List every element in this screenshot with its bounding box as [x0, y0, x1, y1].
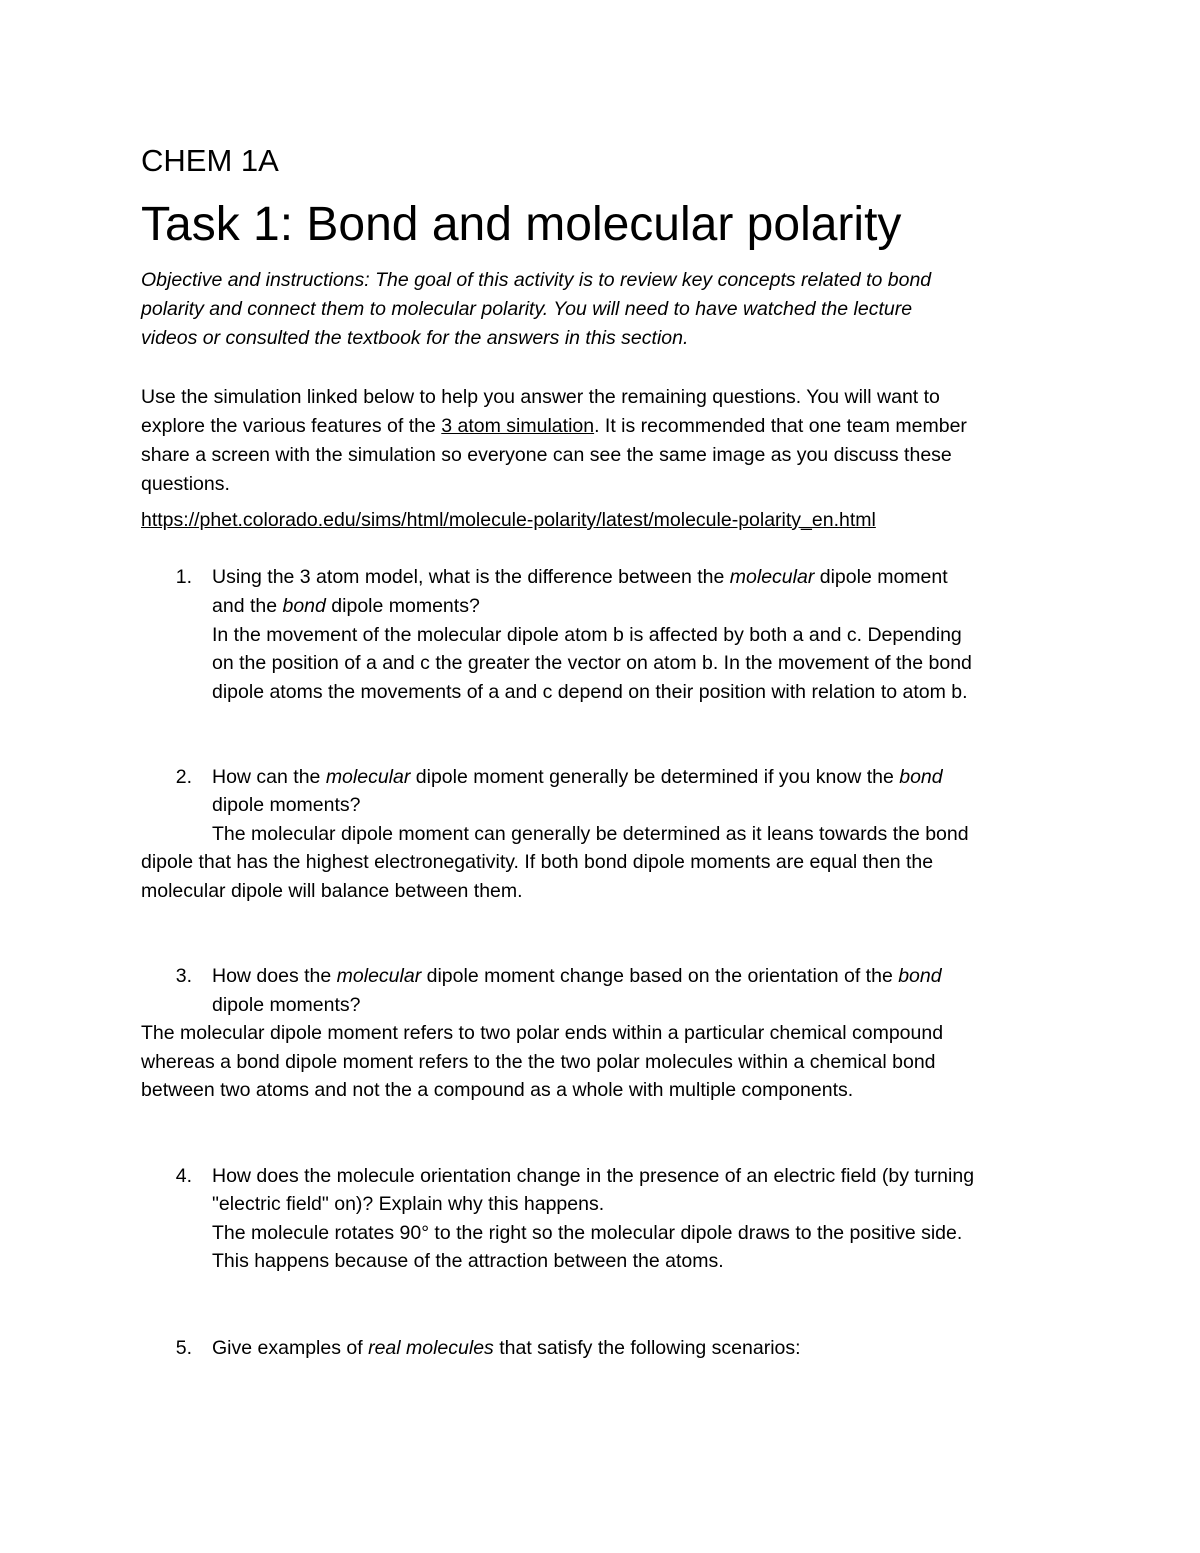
- question-3-line-1: [212, 962, 942, 991]
- phet-url-link[interactable]: https://phet.colorado.edu/sims/html/molecule-polarity/latest/molecule-polarity_en.html: [141, 509, 876, 531]
- q1-text-b: dipole moment: [814, 566, 948, 588]
- objective-line-3: videos or consulted the textbook for the answers in this section.: [141, 327, 689, 349]
- answer-3-line-2: whereas a bond dipole moment refers to the the two polar molecules within a chemical bond: [141, 1051, 936, 1073]
- answer-3-line-3: between two atoms and not the a compound as a whole with multiple components.: [141, 1079, 854, 1101]
- intro-line-2-end: . It is recommended that one team member: [594, 415, 967, 437]
- answer-1-line-2: on the position of a and c the greater the vector on atom b. In the movement of the bond: [212, 652, 972, 674]
- question-2-line-2: dipole moments?: [212, 794, 361, 816]
- question-4-line-2: "electric field" on)? Explain why this happens.: [212, 1193, 605, 1215]
- question-number-4: 4.: [175, 1165, 192, 1187]
- course-label: CHEM 1A: [141, 143, 279, 178]
- answer-2-line-1: The molecular dipole moment can generally be determined as it leans towards the bond: [212, 823, 969, 845]
- q1-text-c: and the: [212, 595, 283, 617]
- answer-2-line-3: molecular dipole will balance between them.: [141, 880, 523, 902]
- intro-line-4: questions.: [141, 473, 230, 495]
- q2-text-a: How can the: [212, 766, 326, 788]
- question-number-3: 3.: [175, 965, 192, 987]
- answer-4-line-1: The molecule rotates 90° to the right so the molecular dipole draws to the positive side.: [212, 1222, 963, 1244]
- intro-line-2-start: explore the various features of the: [141, 415, 442, 437]
- page-title: Task 1: Bond and molecular polarity: [141, 198, 902, 251]
- q3-text-b: dipole moment change based on the orientation of the: [421, 965, 899, 987]
- question-5-line-1: [212, 1334, 801, 1363]
- answer-3-line-1: The molecular dipole moment refers to two polar ends within a particular chemical compound: [141, 1022, 944, 1044]
- answer-1-line-3: dipole atoms the movements of a and c depend on their position with relation to atom b.: [212, 681, 968, 703]
- question-number-5: 5.: [175, 1337, 192, 1359]
- question-2-line-1: [212, 763, 943, 792]
- intro-line-1: Use the simulation linked below to help you answer the remaining questions. You will want to: [141, 386, 940, 408]
- q1-text-a: Using the 3 atom model, what is the difference between the: [212, 566, 730, 588]
- question-1-line-2: [212, 592, 480, 621]
- intro-line-3: share a screen with the simulation so everyone can see the same image as you discuss these: [141, 444, 952, 466]
- q1-text-d: dipole moments?: [325, 595, 480, 617]
- question-number-2: 2.: [175, 766, 192, 788]
- question-3-line-2: dipole moments?: [212, 994, 361, 1016]
- q1-emphasis-molecular: molecular: [729, 566, 815, 588]
- answer-1-line-1: In the movement of the molecular dipole atom b is affected by both a and c. Depending: [212, 624, 962, 646]
- q2-emphasis-molecular: molecular: [325, 766, 411, 788]
- q3-emphasis-bond: bond: [898, 965, 942, 987]
- q2-text-b: dipole moment generally be determined if you know the: [410, 766, 900, 788]
- answer-4-line-2: This happens because of the attraction between the atoms.: [212, 1250, 724, 1272]
- q1-emphasis-bond: bond: [282, 595, 326, 617]
- simulation-link[interactable]: 3 atom simulation: [441, 415, 595, 437]
- question-1-line-1: [212, 563, 948, 592]
- q2-emphasis-bond: bond: [899, 766, 943, 788]
- question-number-1: 1.: [175, 566, 192, 588]
- q3-text-a: How does the: [212, 965, 337, 987]
- q5-text-b: that satisfy the following scenarios:: [493, 1337, 801, 1359]
- intro-line-2: [141, 412, 967, 441]
- question-4-line-1: How does the molecule orientation change in the presence of an electric field (by turning: [212, 1165, 975, 1187]
- q5-emphasis-real-molecules: real molecules: [368, 1337, 494, 1359]
- q5-text-a: Give examples of: [212, 1337, 369, 1359]
- objective-line-2: polarity and connect them to molecular polarity. You will need to have watched the lecture: [141, 298, 913, 320]
- objective-line-1: Objective and instructions: The goal of this activity is to review key concepts related to bond: [141, 269, 932, 291]
- answer-2-line-2: dipole that has the highest electronegativity. If both bond dipole moments are equal then the: [141, 851, 934, 873]
- q3-emphasis-molecular: molecular: [336, 965, 422, 987]
